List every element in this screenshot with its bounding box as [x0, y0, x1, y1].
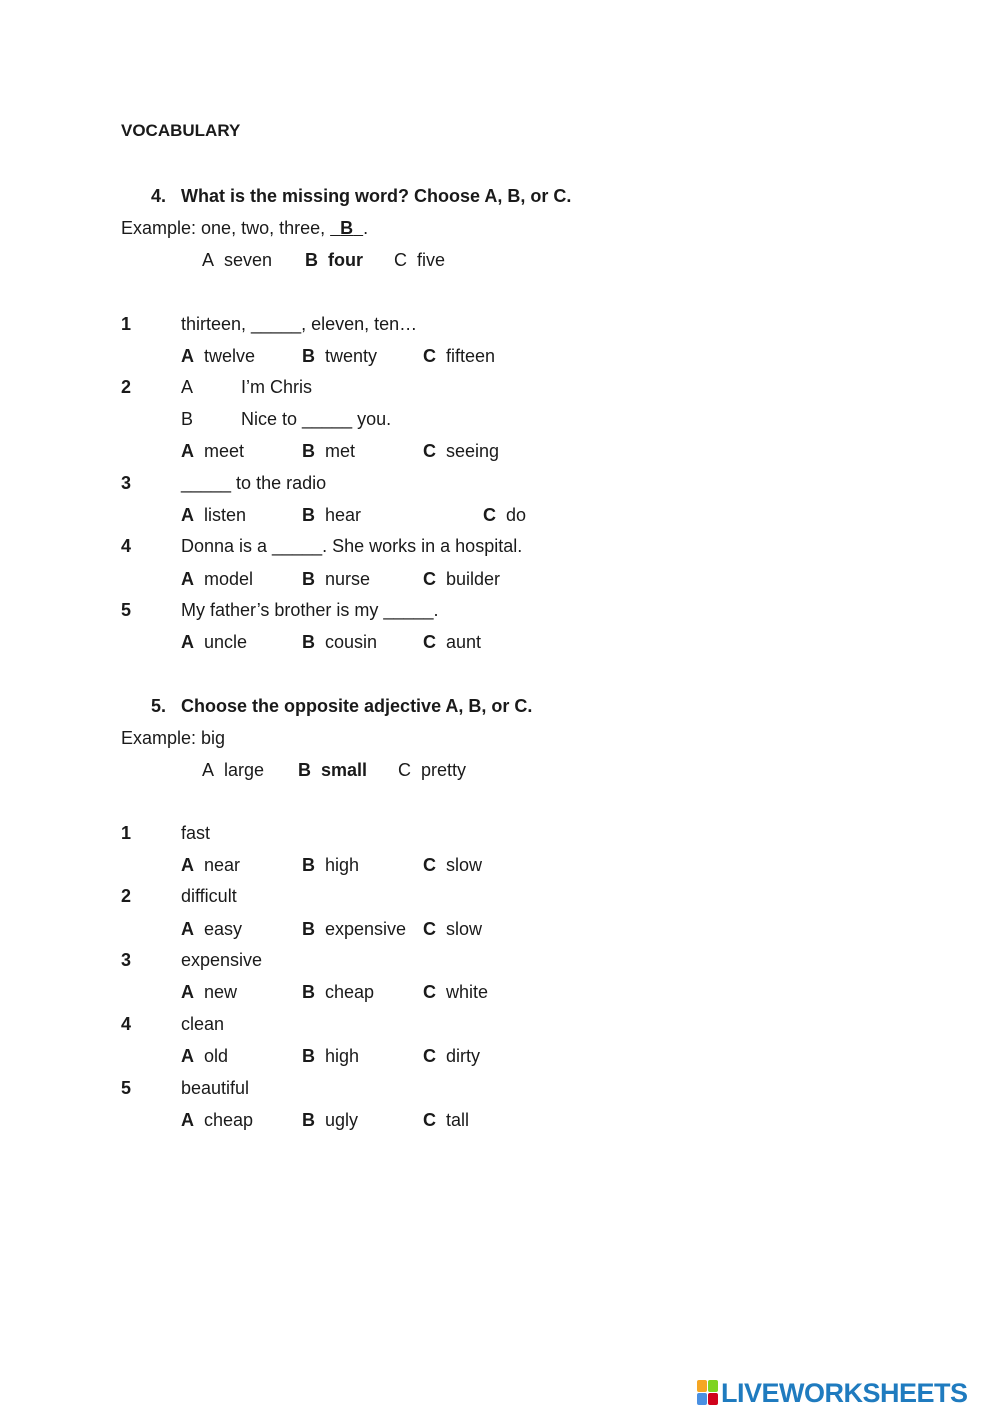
section-heading-text: Choose the opposite adjective A, B, or C.	[181, 696, 533, 716]
example-text: Example: one, two, three,	[121, 218, 331, 238]
option-a[interactable]: A cheap	[181, 1110, 254, 1130]
option-a[interactable]: A new	[181, 982, 238, 1002]
section-number: 4.	[151, 186, 167, 206]
option-c[interactable]: C aunt	[423, 632, 482, 652]
question-text: expensive	[181, 950, 263, 970]
option-a[interactable]: A old	[181, 1046, 229, 1066]
question-number: 2	[121, 886, 132, 906]
option-a[interactable]: A uncle	[181, 632, 248, 652]
option-c[interactable]: C do	[483, 505, 527, 525]
option-b[interactable]: B hear	[302, 505, 362, 525]
option-a[interactable]: A meet	[181, 441, 245, 461]
option-c[interactable]: C tall	[423, 1110, 470, 1130]
option-c[interactable]: C fifteen	[423, 346, 496, 366]
section-5-example: Example: big	[121, 728, 226, 748]
option-c[interactable]: C slow	[423, 855, 483, 875]
option-c[interactable]: C builder	[423, 569, 501, 589]
option-a[interactable]: A model	[181, 569, 254, 589]
question-text: beautiful	[181, 1078, 250, 1098]
section-4-example-option-c: C five	[394, 250, 446, 270]
option-b[interactable]: B high	[302, 1046, 360, 1066]
option-a[interactable]: A twelve	[181, 346, 256, 366]
question-text: difficult	[181, 886, 237, 906]
question-text: Donna is a _____. She works in a hospital.	[181, 536, 523, 556]
question-number: 5	[121, 600, 132, 620]
option-c[interactable]: C slow	[423, 919, 483, 939]
worksheet-title: VOCABULARY	[121, 121, 241, 140]
section-5-example-option-a: A large	[202, 760, 265, 780]
watermark-text: LIVEWORKSHEETS	[721, 1378, 968, 1408]
option-b[interactable]: B cheap	[302, 982, 375, 1002]
option-c[interactable]: C dirty	[423, 1046, 481, 1066]
section-4-example-option-b: B four	[305, 250, 364, 270]
question-number: 5	[121, 1078, 132, 1098]
option-b[interactable]: B cousin	[302, 632, 378, 652]
option-b[interactable]: B twenty	[302, 346, 378, 366]
question-text: _____ to the radio	[181, 473, 327, 493]
option-c[interactable]: C white	[423, 982, 489, 1002]
question-number: 4	[121, 536, 132, 556]
option-a[interactable]: A listen	[181, 505, 247, 525]
section-5-heading	[151, 695, 532, 717]
option-b[interactable]: B expensive	[302, 919, 407, 939]
liveworksheets-watermark[interactable]	[697, 1378, 993, 1408]
option-b[interactable]: B nurse	[302, 569, 371, 589]
option-a[interactable]: A near	[181, 855, 241, 875]
section-number: 5.	[151, 696, 167, 716]
dialog-speaker: A	[181, 377, 194, 397]
option-b[interactable]: B met	[302, 441, 356, 461]
option-c[interactable]: C seeing	[423, 441, 500, 461]
option-b[interactable]: B ugly	[302, 1110, 359, 1130]
question-number: 1	[121, 823, 132, 843]
question-number: 3	[121, 950, 132, 970]
example-answer: B	[340, 218, 354, 238]
question-number: 3	[121, 473, 132, 493]
section-5-example-option-c: C pretty	[398, 760, 467, 780]
section-heading-text: What is the missing word? Choose A, B, or C.	[181, 186, 572, 206]
option-a[interactable]: A easy	[181, 919, 243, 939]
option-b[interactable]: B high	[302, 855, 360, 875]
section-4-heading	[151, 185, 571, 207]
dialog-line: I’m Chris	[241, 377, 312, 397]
question-text: My father’s brother is my _____.	[181, 600, 439, 620]
example-suffix: .	[363, 218, 369, 238]
question-number: 2	[121, 377, 132, 397]
question-number: 1	[121, 314, 132, 334]
section-5-example-option-b: B small	[298, 760, 368, 780]
question-text: fast	[181, 823, 211, 843]
question-text: clean	[181, 1014, 225, 1034]
question-number: 4	[121, 1014, 132, 1034]
section-4-example-option-a: A seven	[202, 250, 273, 270]
question-text: thirteen, _____, eleven, ten…	[181, 314, 418, 334]
liveworksheets-logo-icon	[697, 1380, 719, 1406]
dialog-speaker: B	[181, 409, 194, 429]
dialog-line: Nice to _____ you.	[241, 409, 392, 429]
section-4-example	[121, 217, 368, 239]
